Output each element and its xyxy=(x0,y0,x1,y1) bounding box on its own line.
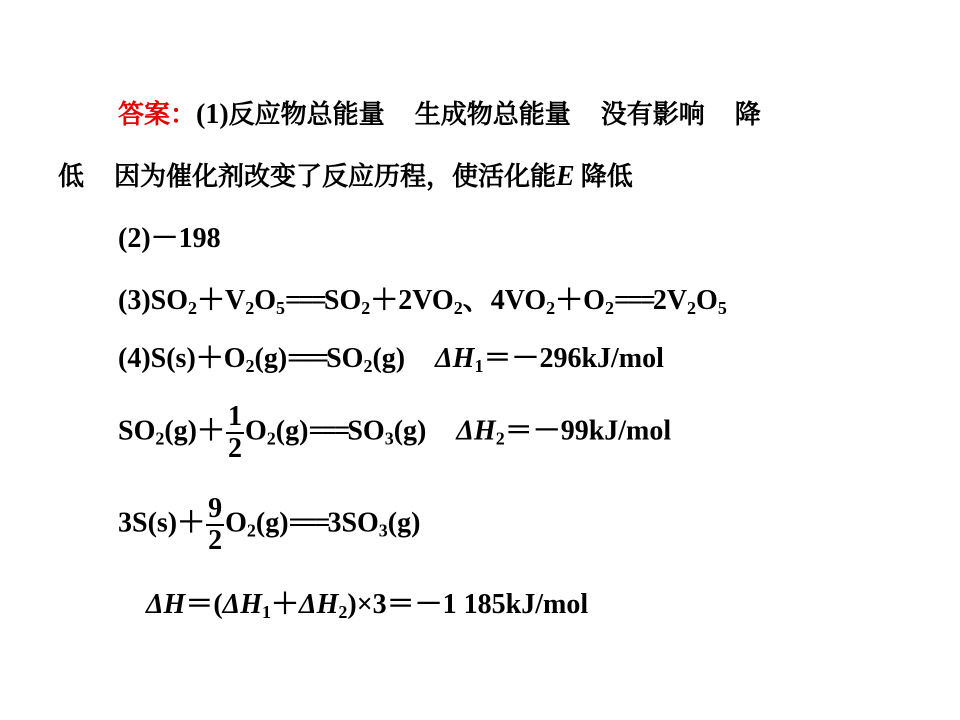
answer-line-2 xyxy=(58,160,633,194)
equals-sign: === xyxy=(285,285,324,316)
answer-part-4-equation-2: $SO_2(g)+$ $\frac{1}{2}$ $O_2(g)===SO_3(g)$ $\Delta H_2=-99kJ$/mol xyxy=(118,401,672,464)
enthalpy-symbol: ΔH xyxy=(435,343,475,374)
answer-part-3-equation: $(3)SO_2+V_2O_5===SO_2+2VO_2$、$4VO_2+O_2===2V_2O_5$ xyxy=(118,285,727,318)
part-2-text: (2)－198 xyxy=(118,223,221,254)
part-1-line2-b: 因为催化剂改变了反应历程，使活化能 xyxy=(114,162,557,192)
activation-energy-symbol: E xyxy=(556,161,575,192)
part-1-line2-a: 低 xyxy=(58,162,85,192)
part-1-text-c: 没有影响 xyxy=(600,100,705,130)
equals-sign: === xyxy=(288,507,328,539)
equals-sign: === xyxy=(613,285,653,316)
answer-total-enthalpy: $\Delta H=(\Delta H_1+\Delta H_2)\times 3=-1$ 185kJ/mol xyxy=(146,589,589,622)
equals-sign: === xyxy=(287,343,327,374)
fraction-nine-halves: $\frac{9}{2}$ xyxy=(208,493,223,556)
enthalpy-symbol: ΔH xyxy=(456,415,496,447)
part-1-text-b: 生成物总能量 xyxy=(414,100,571,130)
answer-part-4-equation-3: 3S(s)＋ $\frac{9}{2}$ $O_2(g)===3SO_3(g)$ xyxy=(118,493,421,556)
answer-line-1 xyxy=(118,98,761,132)
fraction-one-half: $\frac{1}{2}$ xyxy=(228,401,243,464)
answer-part-2 xyxy=(118,222,221,256)
part-1-line2-c: 降低 xyxy=(580,162,633,192)
part-1-text-d: 降 xyxy=(734,100,761,130)
answer-part-4-equation-1: $(4)S(s)+O_2(g)===SO_2(g)$ $\Delta H_1=-296kJ$/mol xyxy=(118,343,664,376)
equals-sign: === xyxy=(308,415,348,447)
enthalpy-symbol: ΔH xyxy=(146,589,186,620)
answer-label: 答案： xyxy=(118,100,197,130)
part-1-number: (1) xyxy=(196,99,229,130)
part-1-text-a: 反应物总能量 xyxy=(228,100,385,130)
